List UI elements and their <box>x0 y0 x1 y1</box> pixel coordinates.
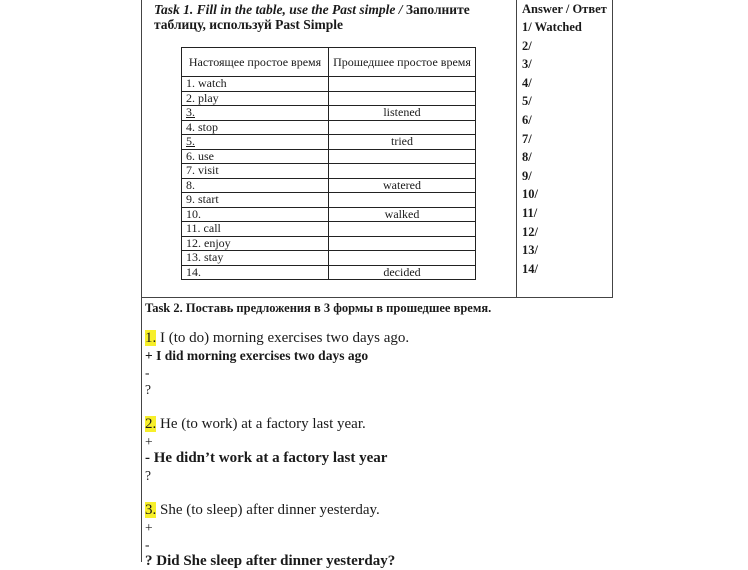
answer-item[interactable]: 1/ Watched <box>522 20 582 34</box>
question-line[interactable]: ? <box>145 382 151 397</box>
exercise-text: He (to work) at a factory last year. <box>156 416 366 432</box>
answer-item[interactable]: 8/ <box>522 150 532 165</box>
negative-line[interactable]: - <box>145 537 150 552</box>
affirmative-line[interactable]: + <box>145 520 153 535</box>
table-row <box>182 193 476 208</box>
verb-cell[interactable]: 14. <box>182 265 329 280</box>
question-line[interactable]: ? <box>145 468 151 483</box>
task1-title-en: Task 1. Fill in the table, use the Past simple / <box>154 2 403 17</box>
past-cell: tried <box>329 135 476 150</box>
past-cell[interactable] <box>329 120 476 135</box>
verb-cell[interactable] <box>182 135 329 150</box>
past-cell[interactable] <box>329 149 476 164</box>
past-cell[interactable] <box>329 91 476 106</box>
table-row <box>182 178 476 193</box>
answer-item[interactable]: 4/ <box>522 75 532 90</box>
table-row <box>182 164 476 179</box>
past-cell[interactable] <box>329 77 476 92</box>
past-cell[interactable] <box>329 164 476 179</box>
answer-item[interactable]: 3/ <box>522 57 532 72</box>
table-row <box>182 265 476 280</box>
exercise-block-1 <box>145 330 615 398</box>
verb-cell: 7. visit <box>182 164 329 179</box>
table-row <box>182 222 476 237</box>
answer-item[interactable]: 12/ <box>522 224 538 239</box>
exercise-prompt <box>145 330 615 347</box>
verb-cell[interactable]: 10. <box>182 207 329 222</box>
task1-title <box>154 2 514 32</box>
table-row <box>182 77 476 92</box>
affirmative-line[interactable]: + <box>145 434 153 449</box>
task1-title-ru-2: таблицу, используй Past Simple <box>154 17 343 32</box>
verb-cell[interactable]: 8. <box>182 178 329 193</box>
verb-cell: 1. watch <box>182 77 329 92</box>
table-row <box>182 236 476 251</box>
answer-item[interactable]: 13/ <box>522 243 538 258</box>
exercise-text: I (to do) morning exercises two days ago. <box>156 330 410 346</box>
table-row <box>182 207 476 222</box>
exercise-number: 1. <box>145 330 157 346</box>
answer-item[interactable]: 9/ <box>522 168 532 183</box>
table-row <box>182 106 476 121</box>
task1-title-ru-1: Заполните <box>405 2 470 17</box>
answer-column <box>522 2 622 278</box>
verb-cell-text: 5. <box>186 134 195 149</box>
task2-section <box>145 301 615 570</box>
exercise-number: 3. <box>145 502 157 518</box>
negative-line[interactable]: - He didn’t work at a factory last year <box>145 450 388 466</box>
answer-item[interactable]: 5/ <box>522 94 532 109</box>
header-present: Настоящее простое время <box>182 48 329 77</box>
exercise-text: She (to sleep) after dinner yesterday. <box>156 502 380 518</box>
left-border <box>141 0 142 562</box>
table-row <box>182 251 476 266</box>
verb-cell[interactable] <box>182 106 329 121</box>
answer-item[interactable]: 11/ <box>522 205 538 220</box>
past-cell[interactable] <box>329 193 476 208</box>
answer-item[interactable]: 7/ <box>522 131 532 146</box>
verb-cell: 11. call <box>182 222 329 237</box>
verb-cell: 4. stop <box>182 120 329 135</box>
table-row <box>182 149 476 164</box>
table-header-row <box>182 48 476 77</box>
question-line[interactable]: ? Did She sleep after dinner yesterday? <box>145 553 396 569</box>
verb-cell: 12. enjoy <box>182 236 329 251</box>
verb-cell: 9. start <box>182 193 329 208</box>
header-past: Прошедшее простое время <box>329 48 476 77</box>
answer-item[interactable]: 2/ <box>522 38 532 53</box>
table-row <box>182 135 476 150</box>
past-cell: walked <box>329 207 476 222</box>
verb-cell-text: 3. <box>186 105 195 120</box>
past-cell: listened <box>329 106 476 121</box>
past-cell[interactable] <box>329 222 476 237</box>
exercise-prompt <box>145 502 615 519</box>
verb-cell: 2. play <box>182 91 329 106</box>
table-row <box>182 91 476 106</box>
past-cell: watered <box>329 178 476 193</box>
answer-header: Answer / Ответ <box>522 2 607 16</box>
affirmative-line[interactable]: + I did morning exercises two days ago <box>145 348 369 363</box>
table-row <box>182 120 476 135</box>
answer-item[interactable]: 14/ <box>522 261 538 276</box>
task2-title: Task 2. Поставь предложения в 3 формы в прошедшее время. <box>145 301 492 315</box>
verb-cell: 6. use <box>182 149 329 164</box>
verb-table <box>181 47 476 280</box>
past-cell[interactable] <box>329 236 476 251</box>
exercise-block-3 <box>145 502 615 570</box>
past-cell: decided <box>329 265 476 280</box>
exercise-block-2 <box>145 416 615 484</box>
answer-item[interactable]: 6/ <box>522 112 532 127</box>
answer-item[interactable]: 10/ <box>522 187 538 202</box>
negative-line[interactable]: - <box>145 365 150 380</box>
section-divider <box>141 297 613 298</box>
exercise-prompt <box>145 416 615 433</box>
answer-divider <box>516 0 517 298</box>
exercise-number: 2. <box>145 416 157 432</box>
verb-cell: 13. stay <box>182 251 329 266</box>
past-cell[interactable] <box>329 251 476 266</box>
